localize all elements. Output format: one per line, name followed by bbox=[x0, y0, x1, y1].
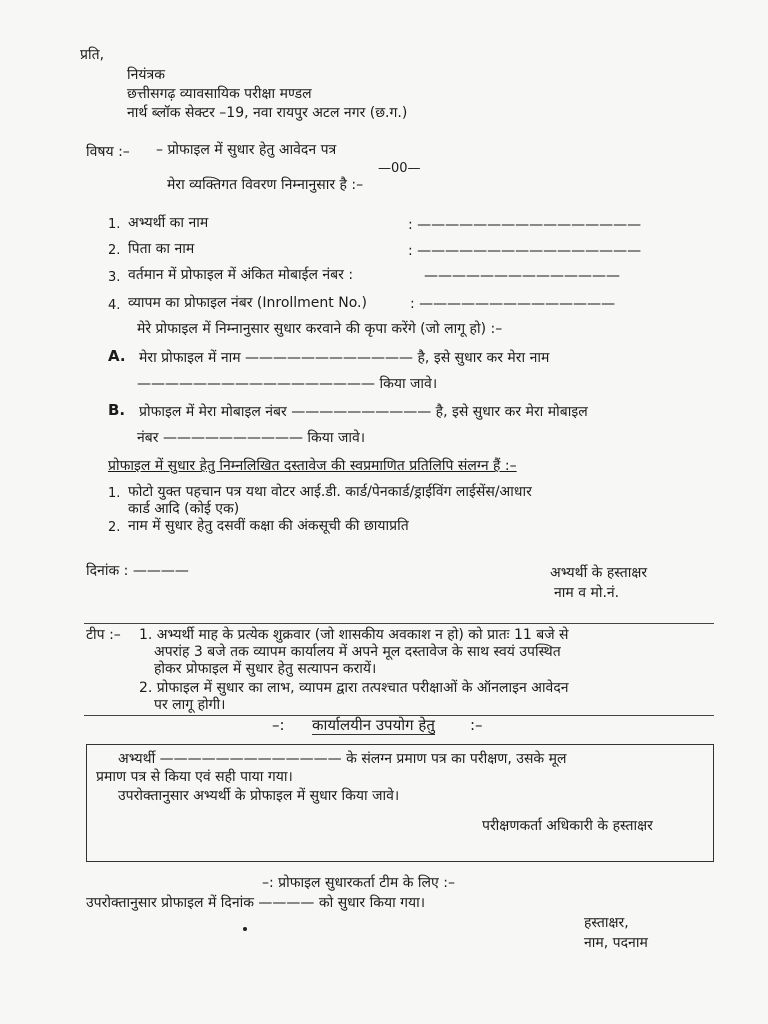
intro-text: मेरा व्यक्तिगत विवरण निम्नानुसार है :– bbox=[167, 177, 364, 193]
examiner-signature: परीक्षणकर्ता अधिकारी के हस्ताक्षर bbox=[482, 818, 653, 834]
detail-2-fill: : ———————————————— bbox=[408, 243, 642, 259]
correction-intro: मेरे प्रोफाइल में निम्नानुसार सुधार करवाने की कृपा करेंगे (जो लागू हो) :– bbox=[137, 321, 503, 337]
date-label: दिनांक : ———— bbox=[86, 563, 189, 579]
detail-4-number: 4. bbox=[108, 298, 121, 313]
option-b-line-1: प्रोफाइल में मेरा मोबाइल नंबर —————————— है, इसे सुधार कर मेरा मोबाइल bbox=[139, 404, 588, 420]
candidate-signature: अभ्यर्थी के हस्ताक्षर bbox=[550, 565, 648, 581]
note-1-line-2: अपरांह 3 बजे तक व्यापम कार्यालय में अपने मूल दस्तावेज के साथ स्वयं उपस्थित bbox=[154, 644, 561, 660]
note-1-line-1: 1. अभ्यर्थी माह के प्रत्येक शुक्रवार (जो शासकीय अवकाश न हो) को प्रातः 11 बजे से bbox=[139, 627, 569, 643]
detail-3-label: वर्तमान में प्रोफाइल में अंकित मोबाईल नंबर : bbox=[128, 267, 354, 283]
document-1-number: 1. bbox=[108, 486, 121, 501]
documents-heading: प्रोफाइल में सुधार हेतु निम्नलिखित दस्तावेज की स्वप्रमाणित प्रतिलिपि संलग्न हैं :– bbox=[108, 458, 517, 474]
note-2-line-1: 2. प्रोफाइल में सुधार का लाभ, व्यापम द्वारा तत्पश्चात परीक्षाओं के ऑनलाइन आवेदन bbox=[139, 680, 569, 696]
office-dash-right: :– bbox=[470, 716, 483, 734]
option-b-line-2: नंबर —————————— किया जावे। bbox=[137, 430, 366, 446]
office-line-3: उपरोक्तानुसार अभ्यर्थी के प्रोफाइल में सुधार किया जावे। bbox=[118, 788, 400, 804]
option-a-letter: A. bbox=[108, 347, 126, 365]
subject-text: – प्रोफाइल में सुधार हेतु आवेदन पत्र bbox=[156, 142, 337, 158]
option-b-letter: B. bbox=[108, 401, 126, 419]
option-a-line-1: मेरा प्रोफाइल में नाम ———————————— है, इसे सुधार कर मेरा नाम bbox=[139, 350, 550, 366]
team-heading: –: प्रोफाइल सुधारकर्ता टीम के लिए :– bbox=[262, 875, 455, 891]
detail-4-label: व्यापम का प्रोफाइल नंबर (Inrollment No.) bbox=[128, 295, 367, 311]
detail-1-label: अभ्यर्थी का नाम bbox=[128, 215, 209, 231]
address-line-1: नियंत्रक bbox=[127, 67, 165, 83]
address-line-2: छत्तीसगढ़ व्यावसायिक परीक्षा मण्डल bbox=[127, 86, 312, 102]
office-line-2: प्रमाण पत्र से किया एवं सही पाया गया। bbox=[96, 769, 293, 785]
office-use-heading: कार्यालयीन उपयोग हेतु bbox=[312, 716, 435, 734]
address-line-3: नार्थ ब्लॉक सेक्टर –19, नवा रायपुर अटल नगर (छ.ग.) bbox=[127, 105, 408, 121]
note-top-rule bbox=[84, 623, 714, 624]
office-line-1: अभ्यर्थी ————————————— के संलग्न प्रमाण पत्र का परीक्षण, उसके मूल bbox=[118, 751, 567, 767]
detail-3-number: 3. bbox=[108, 270, 121, 285]
subject-separator: —00— bbox=[378, 161, 421, 176]
note-label: टीप :– bbox=[86, 627, 121, 643]
team-name-designation: नाम, पदनाम bbox=[584, 935, 648, 951]
note-1-line-3: होकर प्रोफाइल में सुधार हेतु सत्यापन करायें। bbox=[154, 661, 377, 677]
office-dash-left: –: bbox=[272, 716, 285, 734]
subject-label: विषय :– bbox=[86, 144, 130, 160]
address-prati: प्रति, bbox=[80, 47, 105, 63]
option-a-line-2: ————————————————— किया जावे। bbox=[137, 376, 438, 392]
detail-2-label: पिता का नाम bbox=[128, 241, 195, 257]
detail-2-number: 2. bbox=[108, 243, 121, 258]
candidate-name-mobile: नाम व मो.नं. bbox=[554, 585, 620, 601]
detail-4-fill: : —————————————— bbox=[410, 296, 616, 312]
detail-3-fill: —————————————— bbox=[424, 268, 620, 284]
document-1-line-1: फोटो युक्त पहचान पत्र यथा वोटर आई.डी. कार्ड/पेनकार्ड/ड्राईविंग लाईसेंस/आधार bbox=[128, 484, 532, 500]
team-signature: हस्ताक्षर, bbox=[584, 915, 629, 931]
detail-1-fill: : ———————————————— bbox=[408, 217, 642, 233]
document-2-text: नाम में सुधार हेतु दसवीं कक्षा की अंकसूची की छायाप्रति bbox=[128, 518, 409, 534]
note-2-line-2: पर लागू होगी। bbox=[154, 697, 226, 713]
document-1-line-2: कार्ड आदि (कोई एक) bbox=[128, 501, 240, 517]
stray-mark bbox=[243, 927, 247, 931]
document-2-number: 2. bbox=[108, 520, 121, 535]
detail-1-number: 1. bbox=[108, 217, 121, 232]
team-correction-line: उपरोक्तानुसार प्रोफाइल में दिनांक ———— को सुधार किया गया। bbox=[86, 895, 426, 911]
